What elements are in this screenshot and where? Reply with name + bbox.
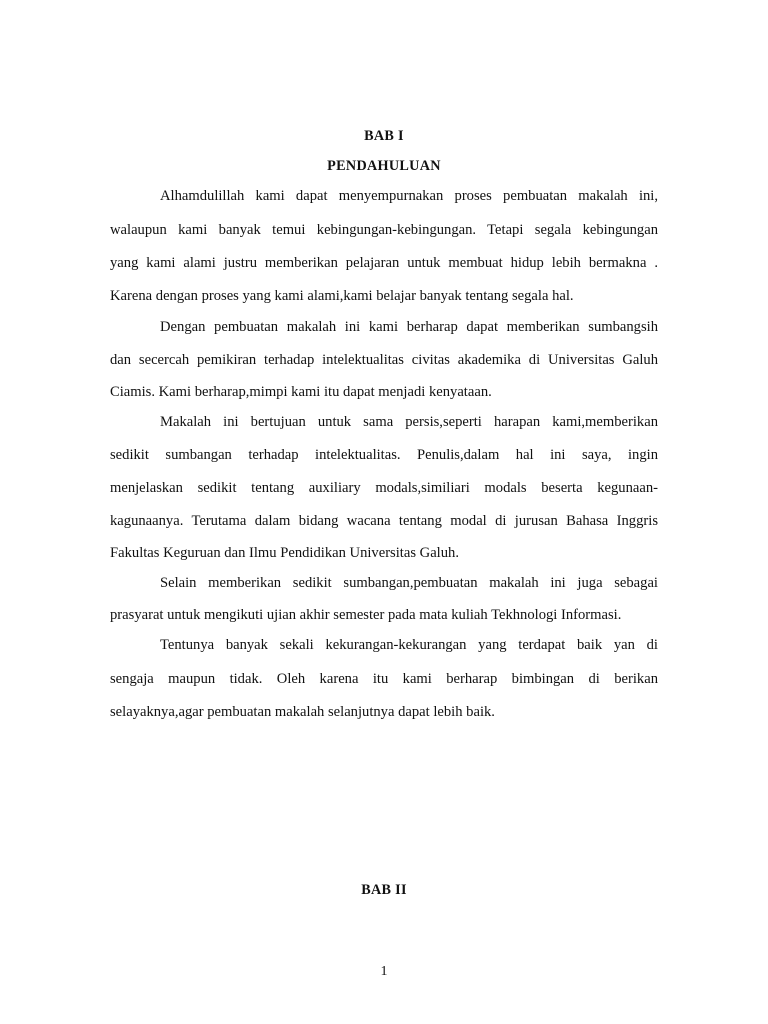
chapter-title: PENDAHULUAN [327,158,441,174]
paragraph-line: walaupun kami banyak temui kebingungan-kebingungan. Tetapi segala kebingungan [110,222,658,238]
paragraph-line: Karena dengan proses yang kami alami,kami belajar banyak tentang segala hal. [110,288,574,304]
paragraph-line: Fakultas Keguruan dan Ilmu Pendidikan Universitas Galuh. [110,545,459,561]
paragraph-line: Dengan pembuatan makalah ini kami berharap dapat memberikan sumbangsih [160,319,658,335]
paragraph-line: yang kami alami justru memberikan pelajaran untuk membuat hidup lebih bermakna . [110,255,658,271]
paragraph-line: Ciamis. Kami berharap,mimpi kami itu dapat menjadi kenyataan. [110,384,492,400]
paragraph-line: prasyarat untuk mengikuti ujian akhir semester pada mata kuliah Tekhnologi Informasi. [110,607,622,623]
paragraph-line: dan secercah pemikiran terhadap intelektualitas civitas akademika di Universitas Galuh [110,352,658,368]
paragraph-line: sengaja maupun tidak. Oleh karena itu kami berharap bimbingan di berikan [110,671,658,687]
chapter-heading: BAB II [361,882,407,898]
paragraph-line: Makalah ini bertujuan untuk sama persis,seperti harapan kami,memberikan [160,414,658,430]
paragraph-line: sedikit sumbangan terhadap intelektualitas. Penulis,dalam hal ini saya, ingin [110,447,658,463]
paragraph-line: Alhamdulillah kami dapat menyempurnakan proses pembuatan makalah ini, [160,188,658,204]
chapter-heading: BAB I [364,128,404,144]
paragraph-line: Tentunya banyak sekali kekurangan-kekurangan yang terdapat baik yan di [160,637,658,653]
paragraph-line: menjelaskan sedikit tentang auxiliary modals,similiari modals beserta kegunaan- [110,480,658,496]
page-number: 1 [380,964,388,979]
paragraph-line: selayaknya,agar pembuatan makalah selanjutnya dapat lebih baik. [110,704,495,720]
paragraph-line: Selain memberikan sedikit sumbangan,pembuatan makalah ini juga sebagai [160,575,658,591]
paragraph-line: kagunaanya. Terutama dalam bidang wacana tentang modal di jurusan Bahasa Inggris [110,513,658,529]
